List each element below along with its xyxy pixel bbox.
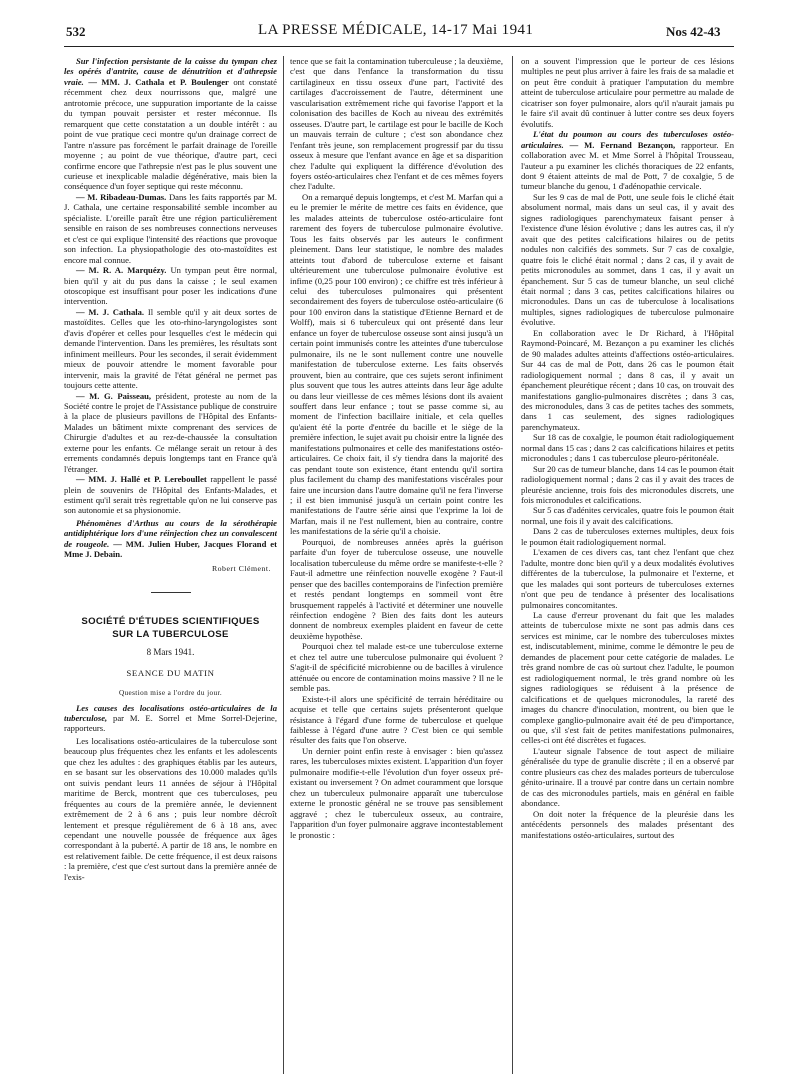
speaker-name: — M. Ribadeau-Dumas. [76, 191, 167, 202]
body-paragraph: Dans 2 cas de tuberculoses externes multiples, deux fois le poumon était radiologiquement normal. [521, 526, 734, 547]
discussion-body: Un tympan peut être normal, bien qu'il y ait du pus dans la caisse ; le seul examen otoscopique est insuffisant pour poser les indications d'une intervention. [64, 265, 277, 307]
speaker-name: — MM. J. Hallé et P. Lereboullet [76, 474, 207, 485]
article-paragraph [64, 703, 277, 734]
article-paragraph [64, 518, 277, 560]
article-paragraph [521, 129, 734, 192]
column-1 [64, 56, 277, 1074]
speaker-name: — M. J. Cathala. [76, 306, 145, 317]
speaker-name: — M. G. Paisseau, [76, 390, 152, 401]
discussion-body: président, proteste au nom de la Société contre le projet de l'Assistance publique de construire à la place de plusieurs pavillons de l'Hôpital des Enfants-Malades un bâtiment mixte comprenant des services de Chirurgie d'adultes et au rez-de-chaussée la consultation externe pour les enfants. Ce mélange serait un retour à des errements condamnés depuis longtemps tant en France qu'à l'étranger. [64, 390, 277, 474]
report-signature: Robert Clément. [211, 563, 271, 573]
body-paragraph: L'examen de ces divers cas, tant chez l'enfant que chez l'adulte, montre donc bien qu'il y a deux modalités évolutives différentes de la tuberculose, la pulmonaire et l'externe, et que les malades qui sont porteurs de tuberculoses externes n'ont que peu de tendance à présenter des localisations pulmonaires concomitantes. [521, 547, 734, 610]
article-body: ont constaté récemment chez deux nourrissons que, malgré une antrotomie précoce, une suppuration importante de la caisse du tympan pouvait persister et rester méconnue. Ils remarquent que cette constatation a un double intérêt : au point de vue pratique ceci montre qu'un drainage correct de l'antre n'assure pas forcément le parfait drainage de l'oreille moyenne ; au point de vue théorique, d'autre part, ceci confirme encore que l'athrepsie n'est pas le plus souvent une curieuse et inexplicable maladie dégénérative, mais bien la conséquence d'un foyer septique qui reste méconnu. [64, 76, 277, 192]
article-authors: — M. Fernand Bezançon, [563, 139, 676, 150]
column-2 [290, 56, 503, 1074]
discussion-paragraph [64, 474, 277, 516]
body-paragraph: Un dernier point enfin reste à envisager : bien qu'assez rares, les tuberculoses mixtes existent. L'apparition d'un foyer pulmonaire modifie-t-elle l'évolution d'un foyer osseux pré-existant ou inversement ? On admet couramment que lorsque chez un tuberculeux pulmonaire apparaît une tuberculose externe le pronostic général ne se trouve pas sensiblement aggravé ; chez le tuberculeux osseux, au contraire, l'apparition d'un foyer pulmonaire aggrave incontestablement le pronostic : [290, 745, 503, 840]
body-paragraph: Pourquoi chez tel malade est-ce une tuberculose externe et chez tel autre une tuberculose pulmonaire qui évoluent ? S'agit-il de spécificité microbienne ou de bacilles à virulence atténuée ou encore de contamination moins massive ? Il ne le semble pas. [290, 641, 503, 694]
body-paragraph: L'auteur signale l'absence de tout aspect de miliaire généralisée du type de granulie discrète ; il en a observé par contre plusieurs cas chez des malades porteurs de tuberculose génito-urinaire. Il a trouvé par contre dans un certain nombre de cas des micronodules partiels, mais en général en faible abondance. [521, 745, 734, 809]
column-divider [283, 56, 284, 1074]
page-header [0, 0, 800, 52]
page-number: 532 [66, 24, 86, 39]
journal-title: LA PRESSE MÉDICALE, 14-17 Mai 1941 [258, 22, 534, 38]
article-title: Les causes des localisations ostéo-articulaires de la tuberculose, [64, 702, 277, 724]
speaker-name: — M. R. A. Marquézy. [76, 265, 167, 276]
section-separator [151, 592, 191, 593]
body-paragraph: Sur 5 cas d'adénites cervicales, quatre fois le poumon était normal, une fois il y avait des calcifications. [521, 505, 734, 526]
discussion-body: rappellent le passé plein de souvenirs de l'Hôpital des Enfants-Malades, et estiment qu'il serait très regrettable qu'on ne lui conserve pas son autonomie et sa physionomie. [64, 474, 277, 516]
discussion-body: Dans les faits rapportés par M. J. Cathala, une certaine responsabilité semble incomber au spécialiste. L'oreille paraît être une région particulièrement sensible en raison de ses nombreuses connections nerveuses et c'est ce qui explique l'intensité des réactions que provoque son infection. La physiopathologie des oto-mastoïdites est encore mal connue. [64, 191, 277, 265]
discussion-paragraph [64, 265, 277, 307]
body-paragraph: tence que se fait la contamination tuberculeuse ; la deuxième, c'est que dans l'enfance la transformation du tissu cartilagineux en tissu osseux d'une part, l'activité des cartilages d'accroissement de l'autre, déterminent une vascularisation extrêmement riche qui favorise l'apport et la colonisation des bacilles de Koch au niveau des extrémités osseuses. D'autre part, le cartilage est pour le bacille de Koch un mauvais terrain de culture ; c'est son abondance chez l'enfant très jeune, son remplacement progressif par du tissu osseux à mesure que l'enfant avance en âge et sa disparition chez l'adulte qui expliquent la différence d'évolution des foyers ostéo-articulaires chez l'enfant et de ces mêmes foyers chez l'adulte. [290, 56, 503, 192]
body-paragraph: La cause d'erreur provenant du fait que les malades atteints de tuberculose mixte ne sont pas admis dans ces services est minime, car le nombre des tuberculoses mixtes est, indiscutablement, minime, comme le démontre le peu de demandes de placement pour cette catégorie de malades. Le très grand nombre de cas où surtout chez l'adulte, le poumon est radiologiquement normal, le très grand nombre où les signes radiologiques se réduisent à la présence de calcifications et de quelques micronodules, la rareté des images du chancre d'inoculation, montrent, ou bien que le complexe ganglio-pulmonaire avait été de peu d'importance, ou que, s'il s'est fait de petites manifestations pulmonaires, celles-ci ont été discrètes et fugaces. [521, 610, 734, 746]
society-heading-line: SOCIÉTÉ D'ÉTUDES SCIENTIFIQUES [81, 616, 260, 628]
discussion-paragraph [64, 192, 277, 265]
body-paragraph: Pourquoi, de nombreuses années après la guérison parfaite d'un foyer de tuberculose osseuse, une nouvelle localisation tuberculeuse du même ordre se manifeste-t-elle ? Faut-il admettre une réinfection nouvelle exogène ? Faut-il penser que des bacilles contemporains de l'infection première et restés pendant longtemps en sommeil vont être brusquement rappelés à l'activité et déterminer une nouvelle réinfection endogène ? Bien des faits dont les auteurs donnent de nombreux exemples plaident en faveur de cette deuxième hypothèse. [290, 536, 503, 641]
article-body: rapporteur. En collaboration avec M. et Mme Sorrel à l'hôpital Trousseau, l'auteur a pu examiner les clichés thoraciques de 22 enfants, dont 9 étaient atteints de mal de Pott, 7 de coxalgie, 5 de tumeur blanche du genou, 1 d'adénopathie cervicale. [521, 139, 734, 192]
body-paragraph: On a remarqué depuis longtemps, et c'est M. Marfan qui a eu le premier le mérite de mettre ces faits en évidence, que les malades atteints de tuberculose ostéo-articulaire font rarement des foyers de tuberculose pulmonaire évolutive. Tous les faits observés par les auteurs le confirment pleinement. Dans leur statistique, le nombre des malades atteints tout d'abord de tuberculose externe et faisant ultérieurement une tuberculose pulmonaire évolutive est infime (0,25 pour 100 environ) ; ce chiffre est très inférieur à celui des tuberculoses pulmonaires qui présentent secondairement des foyers de tuberculose ostéo-articulaire (6 pour 100 environ dans la statistique d'Etienne Bernard et de Wolff), mais si 6 tuberculeux qui ont présenté dans leur enfance un foyer de tuberculose osseuse sont ainsi jusqu'à un certain point immunisés contre les atteintes d'une tuberculose pulmonaire, ils ne le sont nullement contre une nouvelle manifestation de tuberculose externe. Les faits observés prouvent, bien au contraire, que ces sujets seront infiniment plus souvent que tous les autres atteints dans leur âge adulte ou dans leur vieillesse de ces mêmes lésions dont ils avaient souffert dans leur enfance ; tout se passe comme si, au moment de l'infection bacillaire initiale, et cela quelles qu'aient été la porte d'entrée du bacille et le siège de la première infection, le sujet avait pu choisir entre la lignée des manifestations pulmonaires et celle des manifestations ostéo-articulaires. Ce choix fait, il s'y tiendra dans la majorité des cas pendant toute son existence, étant entendu qu'il sortira plus facilement du champ des manifestations viscérales pour faire une incursion dans l'autre domaine qu'il ne fera l'inverse ; il est bien immunisé jusqu'à un certain point contre les manifestations de l'autre série ainsi que l'exprime la loi de Marfan, mais il ne l'est nullement, bien au contraire, contre les manifestations de la série qu'il a choisie. [290, 191, 503, 537]
body-paragraph: Sur les 9 cas de mal de Pott, une seule fois le cliché était absolument normal, mais dans un seul cas, il y avait des signes radiologiques parenchymateux faisant penser à l'existence d'une lésion évolutive ; dans les autres cas, il n'y avait que des petites calcifications hilaires ou de petits nodules non calcifiés des sommets. Sur 7 cas de coxalgie, quatre fois le cliché était normal ; dans 2 cas, il y avait de petits micronodules au sommet, dans 1 cas, il y avait un épanchement. Sur 5 cas de tumeur blanche, un seul cliché était normal ; dans 3 cas, petites calcifications hilaires ou micronodules. Dans un cas de tuberculose à localisations multiples, signes radiologiques de tuberculose pulmonaire évolutive. [521, 191, 734, 328]
column-3 [521, 56, 734, 1074]
article-title: Sur l'infection persistante de la caisse du tympan chez les opérés d'antrite, cause de dénutrition et d'athrepsie vraie. [64, 56, 277, 87]
body-paragraph: on a souvent l'impression que le porteur de ces lésions multiples ne peut plus arriver à faire les frais de sa maladie et on peut être conduit à pratiquer l'amputation du membre atteint de tuberculose articulaire pour permettre au malade de cicatriser son foyer pulmonaire, alors qu'il n'aurait jamais pu le faire s'il avait dû continuer à lutter contre ses deux foyers évolutifs. [521, 56, 734, 129]
article-paragraph [64, 56, 277, 192]
body-paragraph: On doit noter la fréquence de la pleurésie dans les antécédents personnels des malades présentant des manifestations ostéo-articulaires, surtout des [521, 808, 734, 840]
discussion-paragraph [64, 391, 277, 475]
discussion-body: Il semble qu'il y ait deux sortes de mastoïdites. Celles que les oto-rhino-laryngologistes sont d'avis d'opérer et celles pour lesquelles c'est le médecin qui demande l'intervention. Dans les premières, les résultats sont infiniment meilleurs. Pour les secondes, il serait évidemment mieux de pouvoir attendre le moment favorable pour intervenir, mais la gravité de l'état général ne permet pas toujours cette attente. [64, 306, 277, 391]
body-paragraph: En collaboration avec le Dr Richard, à l'Hôpital Raymond-Poincaré, M. Bezançon a pu examiner les clichés de 90 malades adultes atteints d'affections ostéo-articulaires. Sur 44 cas de mal de Pott, dans 26 cas le poumon était radiologiquement normal ; dans 8 cas, il y avait un épanchement pleurétique récent ; dans 10 cas, on trouvait des manifestations ganglio-pulmonaires discrètes ; dans 3 cas, des micronodules, dans 3 cas de petites taches des sommets, dans 1 cas seulement, des signes radiologiques parenchymateux. [521, 327, 734, 432]
session-date: 8 Mars 1941. [146, 647, 195, 658]
article-title: L'état du poumon au cours des tuberculoses ostéo-articulaires. [521, 129, 734, 150]
article-authors: — MM. Julien Huber, Jacques Florand et Mme J. Debain. [64, 538, 277, 560]
session-title: SEANCE DU MATIN [126, 667, 215, 678]
agenda-question: Question mise a l'ordre du jour. [118, 689, 223, 698]
header-rule [64, 46, 734, 47]
society-heading [64, 615, 277, 641]
body-paragraph: Sur 18 cas de coxalgie, le poumon était radiologiquement normal dans 15 cas ; dans 2 cas calcifications hilaires et petits micronodules ; dans 1 cas tuberculose pleuro-péritonéale. [521, 432, 734, 464]
article-title: Phénomènes d'Arthus au cours de la sérothérapie antidiphtérique lors d'une réinjection chez un convalescent de rougeole. [64, 517, 277, 549]
body-paragraph: Les localisations ostéo-articulaires de la tuberculose sont beaucoup plus fréquentes chez les enfants et les adolescents que chez les adultes : des graphiques établis par les auteurs, en se basant sur les observations des 10.000 malades qu'ils ont suivis pendant leurs 11 années de séjour à l'Hôpital maritime de Berck, montrent que ces tuberculoses, peu fréquentes au cours de la première année, le deviennent extrêmement de 2 à 6 ans ; puis leur nombre décroît lentement et presque régulièrement de 6 à 18 ans, avec cependant une nouvelle poussée de fréquence aux âges correspondant à la puberté. A partir de 18 ans, le nombre en est relativement faible. De cette fréquence, il est deux raisons : la première, c'est que c'est surtout dans la première année de l'exis- [64, 735, 277, 882]
article-authors: par M. E. Sorrel et Mme Sorrel-Dejerine, [107, 713, 277, 724]
issue-number: Nos 42-43 [666, 24, 721, 39]
discussion-paragraph [64, 307, 277, 391]
column-divider [512, 56, 513, 1074]
body-paragraph: Existe-t-il alors une spécificité de terrain héréditaire ou acquise et telle que certains sujets présenteront quelque résistance à l'égard d'une forme de tuberculose et quelque faiblesse à l'égard d'une autre ? C'est bien ce qui semble résulter des faits que l'on observe. [290, 693, 503, 746]
society-heading-line: SUR LA TUBERCULOSE [112, 629, 229, 641]
body-paragraph: Sur 20 cas de tumeur blanche, dans 14 cas le poumon était radiologiquement normal ; dans 2 cas il y avait des traces de pleurésie ancienne, trois fois des micronodules discrets, une fois micronodules et calcifications. [521, 463, 734, 506]
article-role: rapporteurs. [64, 723, 106, 734]
article-authors: — MM. J. Cathala et P. Boulenger [83, 76, 229, 87]
